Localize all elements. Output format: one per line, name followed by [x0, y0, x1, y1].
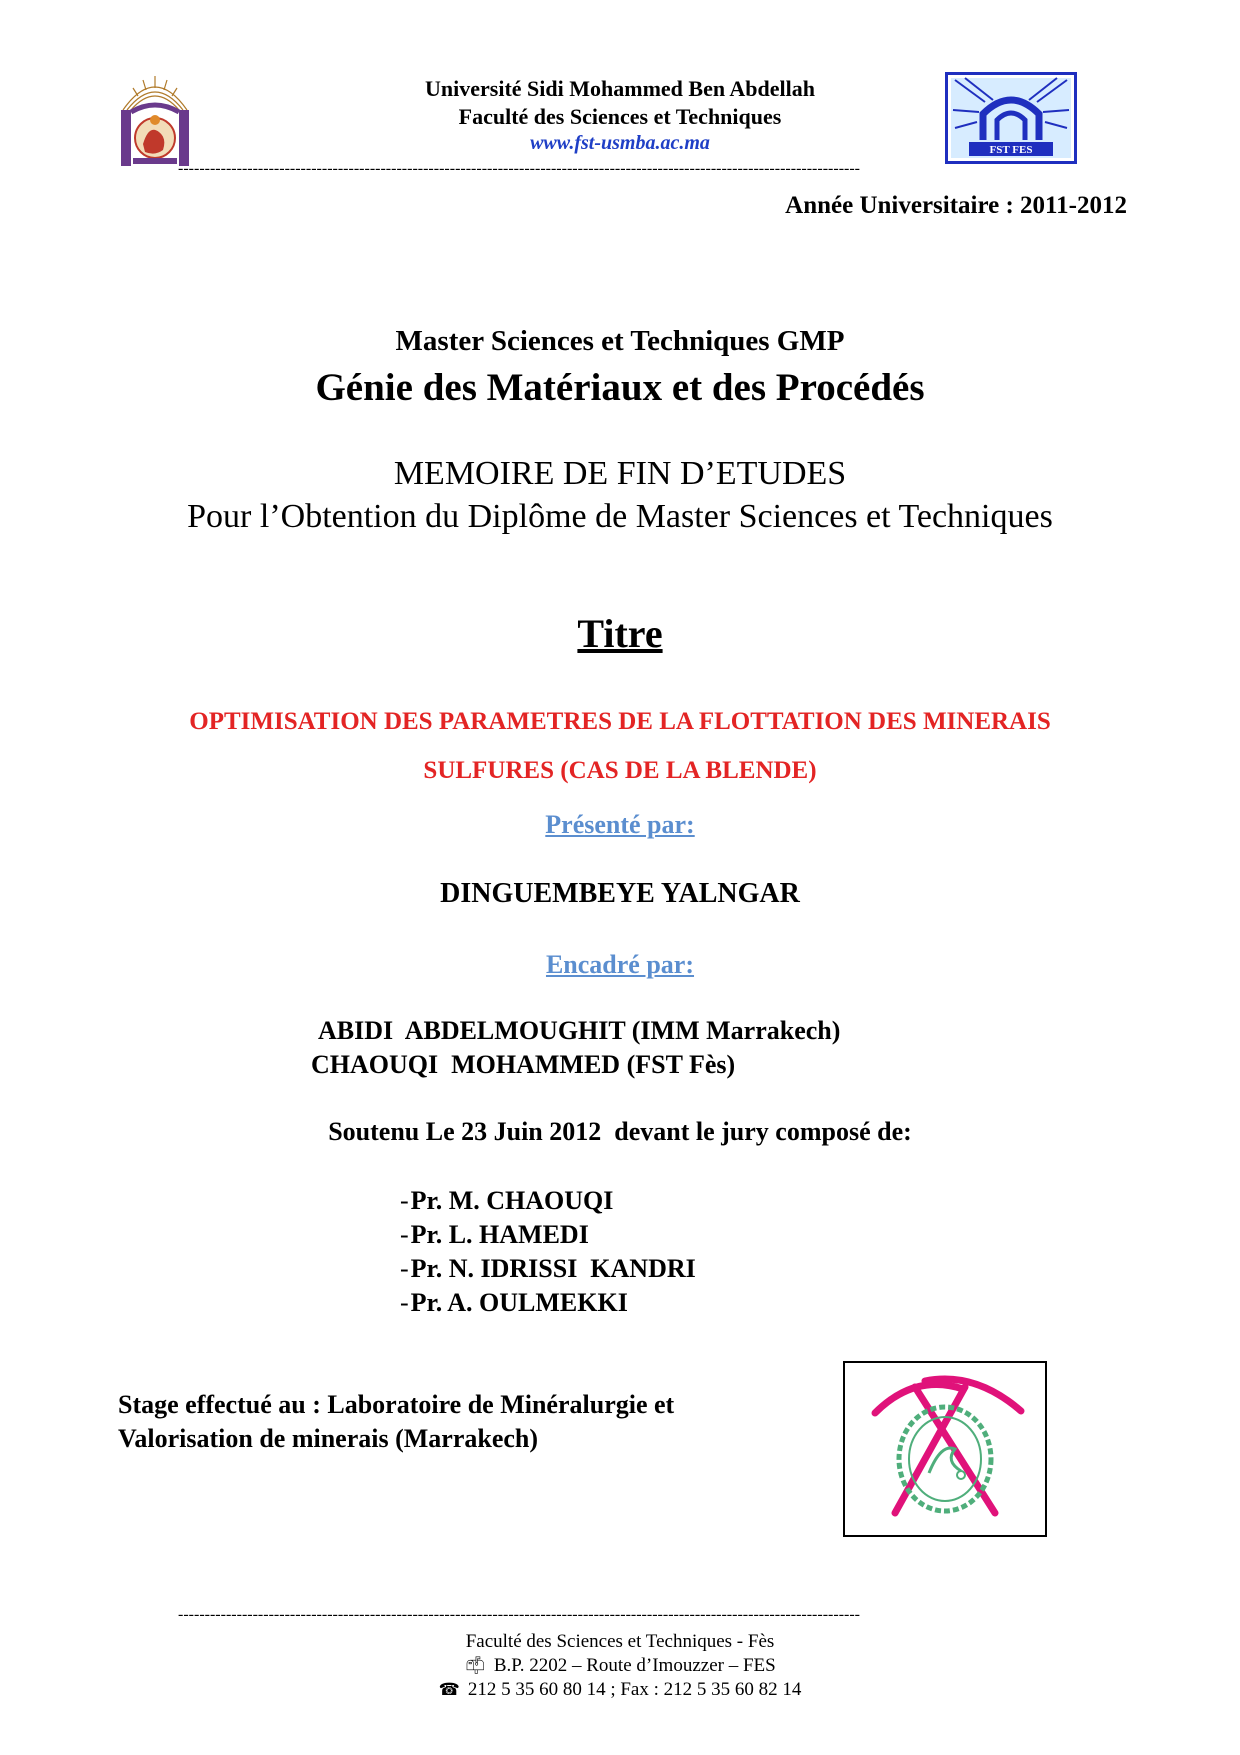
telephone-icon: ☎ [438, 1680, 460, 1699]
jury-member [400, 1218, 696, 1252]
thesis-title-line-2: SULFURES (CAS DE LA BLENDE) [423, 757, 817, 784]
internship-line-1: Stage effectué au : Laboratoire de Minéralurgie et [118, 1390, 675, 1419]
jury-list [400, 1184, 696, 1320]
title-heading: Titre [577, 611, 663, 656]
jury-member-name: Pr. L. HAMEDI [410, 1220, 589, 1249]
diploma-line: Pour l’Obtention du Diplôme de Master Sciences et Techniques [187, 498, 1053, 535]
internship-line-2: Valorisation de minerais (Marrakech) [118, 1424, 539, 1453]
thesis-title-line-1: OPTIMISATION DES PARAMETRES DE LA FLOTTATION DES MINERAIS [189, 708, 1051, 735]
website-link[interactable]: www.fst-usmba.ac.ma [530, 132, 710, 154]
jury-member [400, 1252, 696, 1286]
university-emblem-logo [115, 72, 195, 170]
list-dash: - [400, 1288, 409, 1317]
author-name: DINGUEMBEYE YALNGAR [440, 878, 800, 909]
footer-address-line [0, 1655, 1240, 1677]
jury-member-name: Pr. A. OULMEKKI [410, 1288, 628, 1317]
jury-member [400, 1286, 696, 1320]
footer-phone: 212 5 35 60 80 14 ; Fax : 212 5 35 60 82 14 [467, 1679, 802, 1700]
university-name: Université Sidi Mohammed Ben Abdellah [425, 76, 815, 101]
supervisor-1: ABIDI ABDELMOUGHIT (IMM Marrakech) [318, 1016, 841, 1045]
header-divider: -------------------------------------------------------------------------------------------------------------------------------- [178, 160, 860, 177]
supervisor-2: CHAOUQI MOHAMMED (FST Fès) [311, 1050, 736, 1079]
list-dash: - [400, 1186, 409, 1215]
academic-year: Année Universitaire : 2011-2012 [785, 192, 1127, 219]
memoire-title: MEMOIRE DE FIN D’ETUDES [393, 455, 847, 492]
list-dash: - [400, 1220, 409, 1249]
footer-faculty: Faculté des Sciences et Techniques - Fès [465, 1631, 775, 1652]
master-program-line: Master Sciences et Techniques GMP [395, 325, 845, 357]
supervised-by-label: Encadré par: [545, 950, 695, 979]
pickaxe-wreath-icon [845, 1363, 1045, 1535]
jury-member-name: Pr. N. IDRISSI KANDRI [410, 1254, 696, 1283]
mailbox-icon: 📫︎ [464, 1656, 486, 1675]
footer-address: B.P. 2202 – Route d’Imouzzer – FES [493, 1655, 776, 1676]
footer-phone-line [0, 1679, 1240, 1701]
jury-member-name: Pr. M. CHAOUQI [410, 1186, 614, 1215]
footer-divider: -------------------------------------------------------------------------------------------------------------------------------- [178, 1606, 860, 1623]
jury-member [400, 1184, 696, 1218]
faculty-name: Faculté des Sciences et Techniques [458, 104, 782, 129]
list-dash: - [400, 1254, 409, 1283]
program-name: Génie des Matériaux et des Procédés [315, 366, 925, 409]
defense-line: Soutenu Le 23 Juin 2012 devant le jury composé de: [328, 1117, 912, 1146]
fst-fes-logo [945, 72, 1077, 164]
laboratory-logo [843, 1361, 1047, 1537]
presented-by-label: Présenté par: [545, 810, 695, 839]
fst-logo-text: FST FES [989, 144, 1033, 156]
